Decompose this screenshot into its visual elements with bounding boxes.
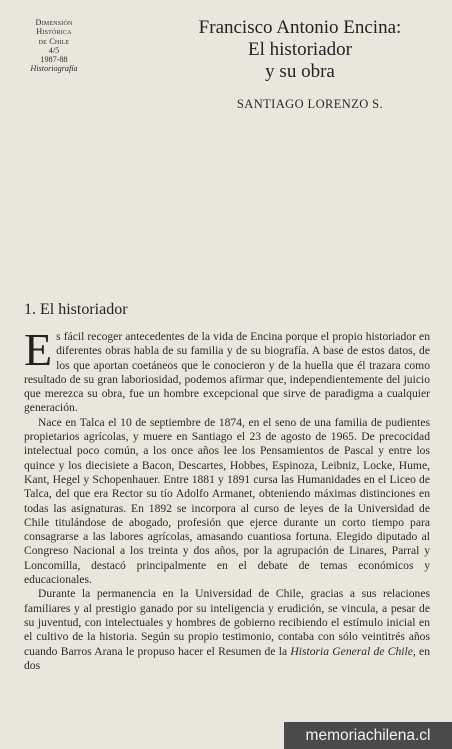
paragraph-text: s fácil recoger antecedentes de la vida de Encina porque el propio historiador en diferentes obras habla de su familia y de su biografía. A base de estos datos, de los que aportan coetáneos que le conocieron y de la huella que él trazara como resultado de su gran laboriosidad, podemos afirmar que, independientemente del juicio que merezca su obra, fue un hombre excepcional que sirve de paradigma a cualquier generación. [24,330,430,415]
paragraph: Nace en Talca el 10 de septiembre de 1874, en el seno de una familia de pudientes propietarios agrícolas, y muere en Santiago el 23 de agosto de 1965. De precocidad intelectual poco común, a los once años lee los Pensamientos de Pascal y entre los quince y los diecisiete a Bacon, Descartes, Hobbes, Espinoza, Leibniz, Locke, Hume, Kant, Hegel y Schopenhauer. Entre 1881 y 1891 cursa las Humanidades en el Liceo de Talca, del que era Rector su tío Adolfo Armanet, obteniendo máximas distinciones en todas las asignaturas. En 1892 se incorpora al curso de leyes de la Universidad de Chile titulándose de abogado, profesión que ejerce durante un corto tiempo para consagrarse a las labores agrícolas, amasando cuantiosa fortuna. Elegido diputado al Congreso Nacional a los treinta y dos años, por la agrupación de Linares, Parral y Loncomilla, destacó principalmente en el debate de temas económicos y educacionales. [24,415,430,587]
paragraph-text: Durante la permanencia en la Universidad de Chile, gracias a sus relaciones familiares y al prestigio ganado por su inteligencia y erudición, se vincula, a pesar de su juventud, con intelectuales y hombres de gobierno recibiendo el estímulo inicial en el cultivo de la historia. Según su propio testimonio, contaba con sólo veintitrés años cuando Barros Arana le propuso hacer el Resumen de la [24,587,430,658]
journal-years: 1987-88 [40,55,68,65]
journal-section: Historiografía [30,64,78,74]
paragraph-text: , en dos [24,644,430,672]
article-title [160,17,440,83]
journal-name-line: de Chile [38,36,70,46]
paragraph [24,587,430,673]
title-line: y su obra [265,61,335,82]
book-title: Historia General de Chile [290,644,413,658]
section-heading: 1. El historiador [24,301,128,318]
journal-name-line: Dimensión [35,18,73,27]
title-line: El historiador [248,39,352,60]
drop-cap: E [24,324,53,375]
site-watermark: memoriachilena.cl [284,722,452,749]
journal-issue: 4/5 [48,45,60,55]
paragraph [24,324,430,416]
journal-name-line: Histórica [36,27,72,37]
article-body [24,324,430,673]
article-author: SANTIAGO LORENZO S. [236,97,384,111]
journal-info [22,18,86,74]
title-line: Francisco Antonio Encina: [198,17,402,38]
